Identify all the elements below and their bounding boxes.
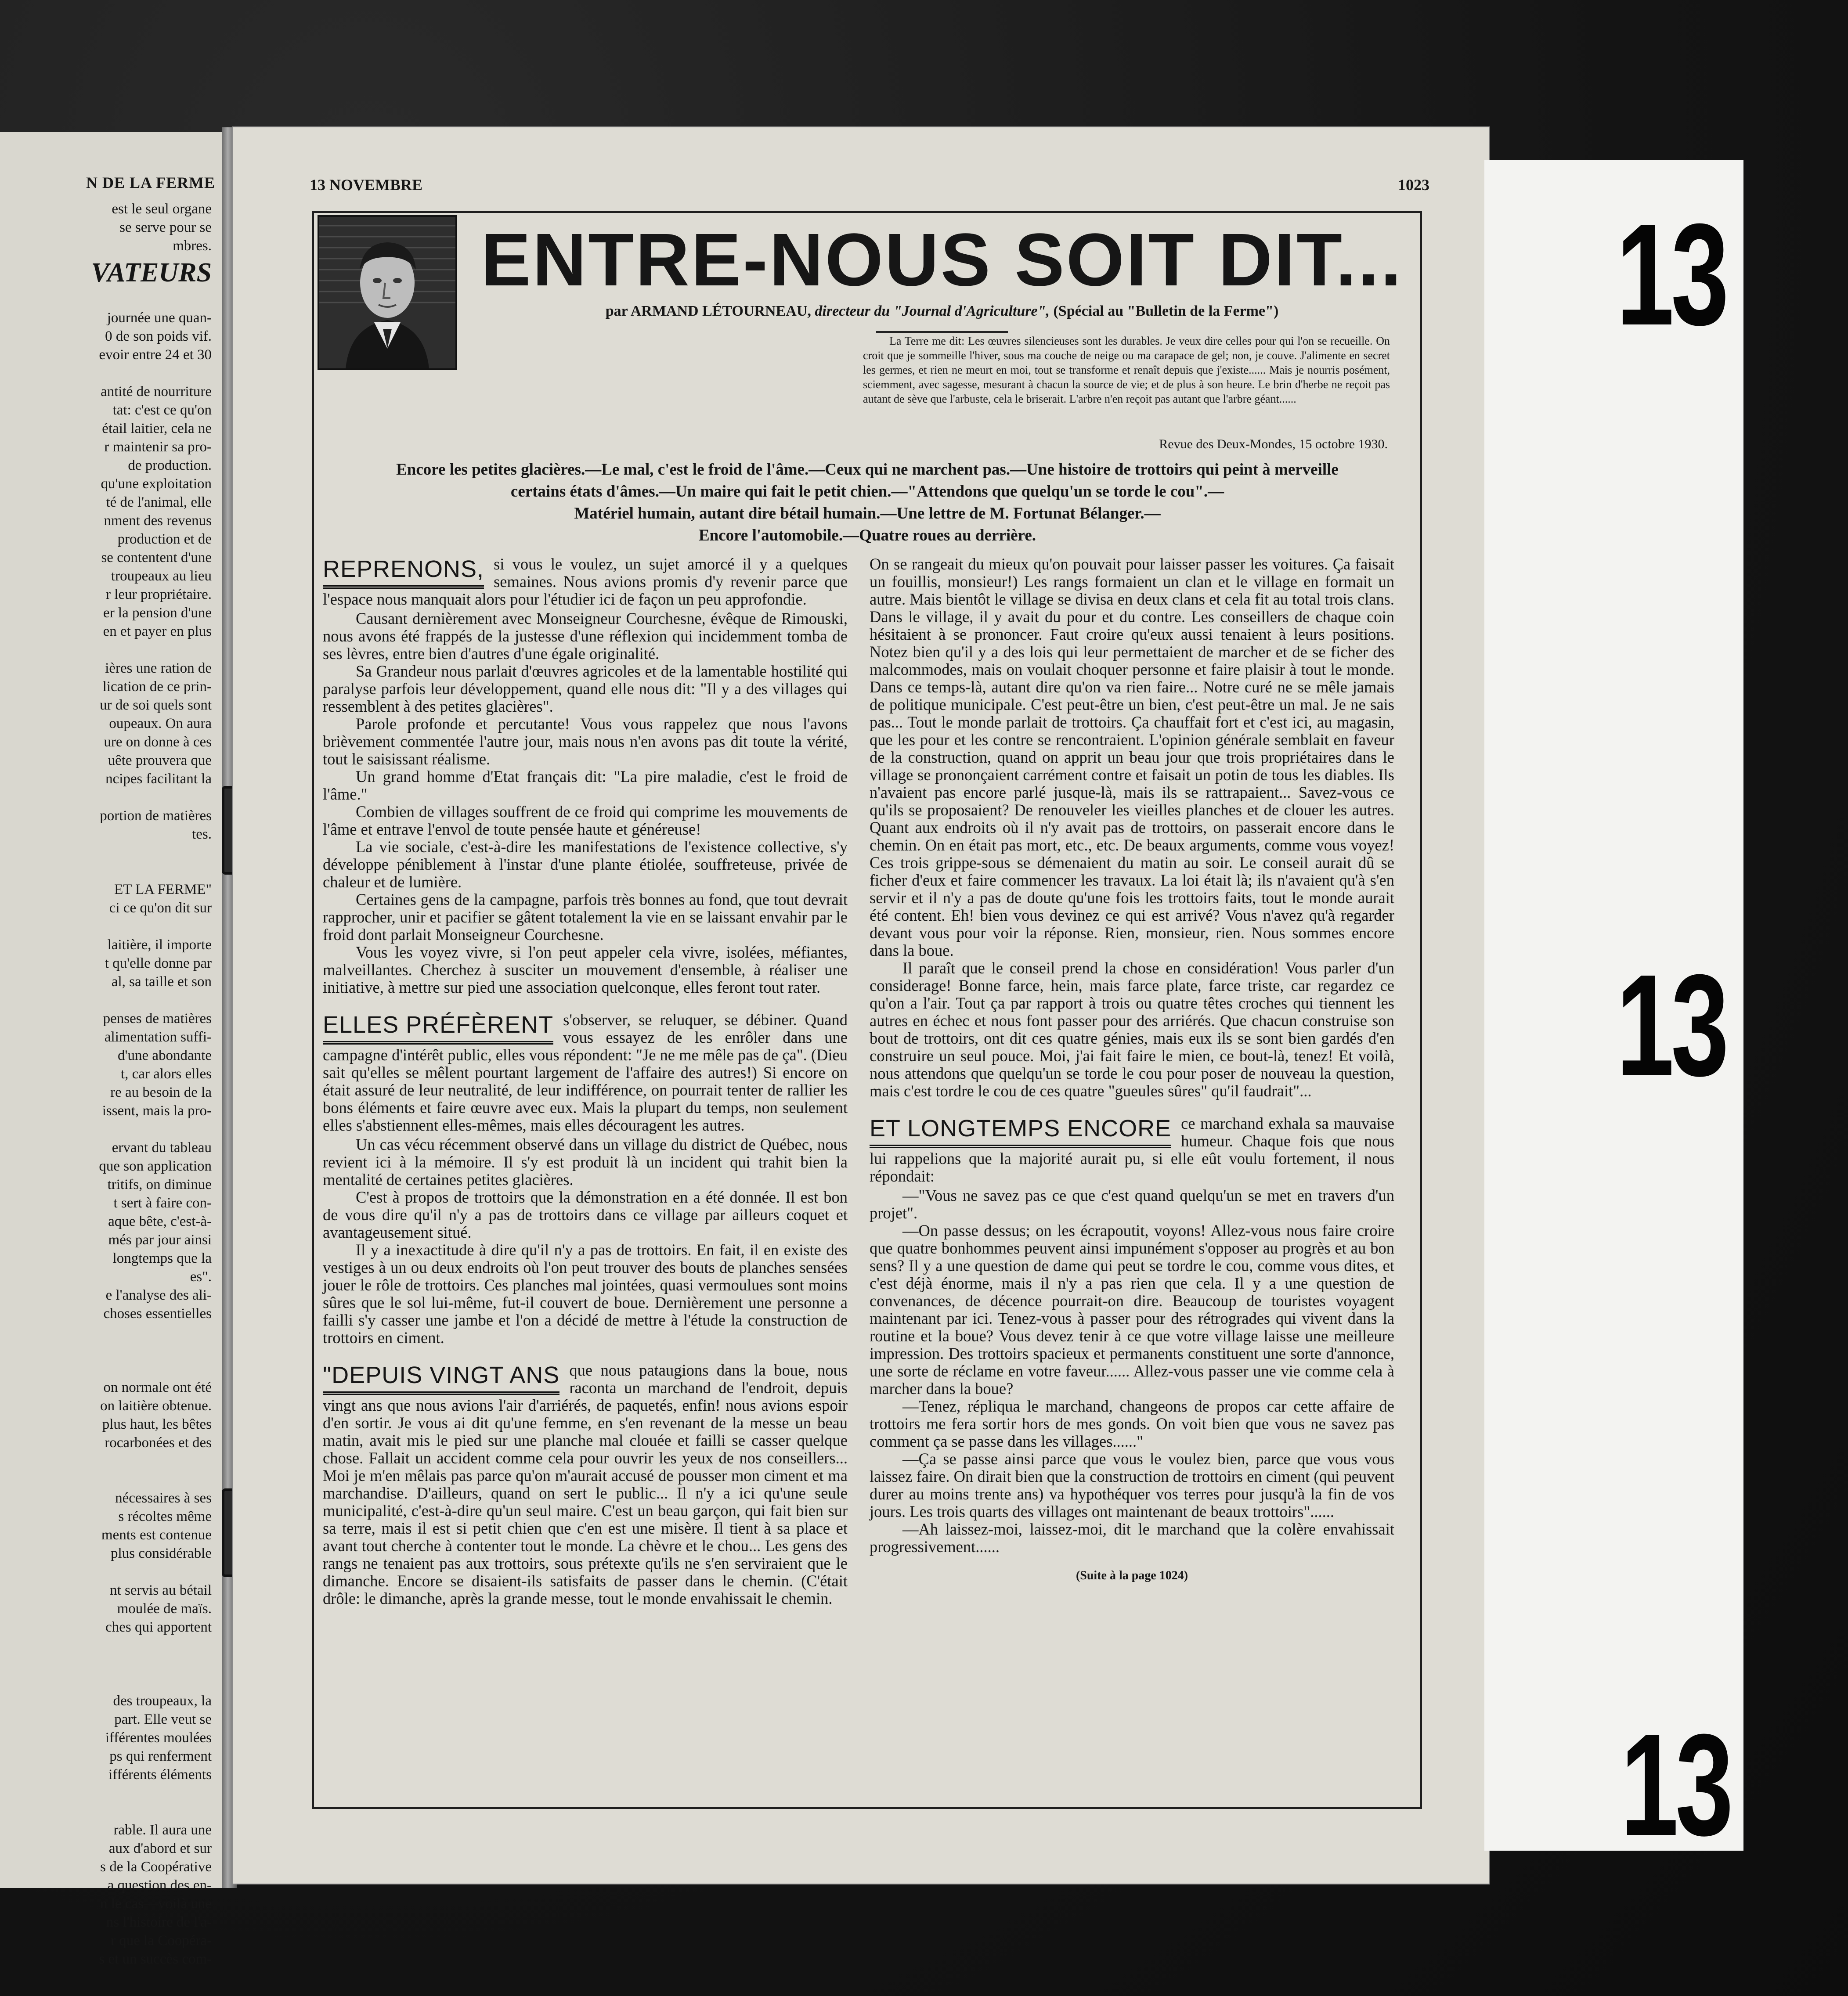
left-page-line [0, 1673, 212, 1692]
paragraph: Parole profonde et percutante! Vous vous rappelez que nous l'avons brièvement commentée l'autre jour, mais nous n'en avons pas dit toute la vérité, tout le saisissant réalisme. [323, 715, 848, 768]
epigraph-quote: La Terre me dit: Les œuvres silencieuses sont les durables. Je veux dire celles pour qui l'on se recueille. On croit que je sommeille l'hiver, sous ma couche de neige ou ma carapace de gel; non, je couve. J'alimente en secret les germes, et rien ne meurt en moi, tout se transforme et renaît depuis que j'existe...... Mais je nourris posément, sciemment, avec sagesse, mesurant à chacun la source de vie; et de plus à son heure. Le brin d'herbe ne reçoit pas autant de sève que l'arbuste, cela le briserait. L'arbre n'en reçoit pas autant que l'arbre géant...... [863, 335, 1390, 405]
target-number: 13 [1616, 193, 1726, 355]
left-page-line [0, 1120, 212, 1139]
left-page-line: ervant du tableau [112, 1140, 212, 1156]
left-page-line: ci ce qu'on dit sur [109, 900, 212, 916]
article-frame [312, 211, 1422, 1809]
byline-note: (Spécial au "Bulletin de la Ferme") [1053, 303, 1279, 319]
section-heading: ET LONGTEMPS ENCORE [870, 1115, 1171, 1148]
target-number: 13 [1616, 944, 1726, 1106]
left-column [323, 555, 848, 1609]
paragraph: Combien de villages souffrent de ce froid qui comprime les mouvements de l'âme et entrave l'envol de toute pensée haute et généreuse! [323, 803, 848, 838]
left-page-line: alimentation suffi- [104, 1029, 212, 1045]
left-page-line: nécessaires à ses [115, 1490, 212, 1506]
left-page-line: ET LA FERME" [114, 882, 212, 897]
left-page-line: VATEURS [91, 258, 212, 288]
paragraph: Sa Grandeur nous parlait d'œuvres agricoles et de la lamentable hostilité qui paralyse parfois leur développement, quand elle nous dit: "Il y a des villages qui ressemblent à des petites glacières". [323, 662, 848, 715]
summary-line: Encore l'automobile.—Quatre roues au derrière. [698, 526, 1036, 544]
left-page-line: r maintenir sa pro- [104, 439, 212, 455]
continued-note: (Suite à la page 1024) [1076, 1569, 1188, 1582]
byline [476, 303, 1408, 320]
section-et-longtemps-encore [870, 1115, 1394, 1185]
left-page-line: part. Elle veut se [114, 1711, 212, 1727]
left-page-line: plus considérable [110, 1546, 212, 1561]
left-page-line: r leur propriétaire. [106, 587, 212, 602]
target-number: 13 [1621, 1704, 1730, 1866]
left-page-line [0, 1452, 212, 1470]
left-page-line [0, 1802, 212, 1821]
paragraph: —"Vous ne savez pas ce que c'est quand quelqu'un se met en travers d'un projet". [870, 1186, 1394, 1222]
summary-line: Matériel humain, autant dire bétail humain.—Une lettre de M. Fortunat Bélanger.— [574, 504, 1161, 522]
epigraph-source: Revue des Deux-Mondes, 15 octobre 1930. [1159, 437, 1388, 451]
left-page-line: production et de [117, 531, 212, 547]
left-page-line: que son application [99, 1158, 212, 1174]
left-page-line [0, 641, 212, 659]
left-page-line [0, 862, 212, 880]
left-page-line: uête prouvera que [108, 753, 212, 768]
left-page-line: ps qui renferment [109, 1748, 212, 1764]
left-page-line: ure on donne à ces [104, 734, 212, 750]
left-page-line: étail laitier, cela ne [102, 421, 212, 436]
left-page-line [0, 1360, 212, 1378]
paragraph: —On passe dessus; on les écrapoutit, voyons! Allez-vous nous faire croire que quatre bonhommes peuvent ainsi impunément s'opposer au progrès et au bon sens? Il y a une question de dame qui peut se tordre le cou, comme vous dites, et c'est déjà énorme, mais il n'y a pas rien que cela. Il y a une question de convenances, de décence pourrait-on dire. Beaucoup de touristes voyagent maintenant par ici. Tenez-vous à passer pour des rétrogrades qui vivent dans la routine et la boue? Vous devez tenir à ce que votre village laisse une meilleure impression. Des trottoirs spacieux et permanents constituent une sorte d'annonce, une sorte de réclame en votre faveur...... Allez-vous passer une vie comme cela à marcher dans la boue? [870, 1221, 1394, 1398]
left-page-line: er la pension d'une [103, 605, 212, 621]
portrait-image [319, 217, 455, 368]
section-intro: s'observer, se reluquer, se débiner. Quand vous essayez de les enrôler dans une campagne d'intérêt public, elles vous répondent: "Je ne me mêle pas de ça". (Dieu sait qu'elles se mêlent pourtant largement de l'affaire des autres!) Si encore on était assuré de leur neutralité, de leur indifférence, on pourrait tenter de rallier les bons éléments et faire œuvre avec eux. Mais la plupart du temps, non seulement elles s'abstiennent elles-mêmes, mais elles découragent les autres. [323, 1011, 848, 1134]
left-partial-page [0, 132, 224, 1967]
left-page-line: s et un succès com- [99, 1951, 212, 1967]
paragraph: C'est à propos de trottoirs que la démonstration en a été donnée. Il est bon de vous dire qu'il n'y a pas de trottoirs dans ce village par ailleurs coquet et avantageusement situé. [323, 1188, 848, 1241]
left-page-line [0, 1784, 212, 1802]
left-page-line: des troupeaux, la [113, 1693, 212, 1709]
left-page-line: re au besoin de la [110, 1084, 212, 1100]
left-page-line: ncipes facilitant la [105, 771, 212, 787]
left-page-line: de production. [128, 458, 212, 473]
left-page-line: on normale ont été [103, 1380, 212, 1395]
left-page-line: issent, mais la pro- [102, 1103, 212, 1119]
left-page-line: troupeaux au lieu [111, 568, 212, 584]
paragraph: Certaines gens de la campagne, parfois très bonnes au fond, que tout devrait rapprocher, unir et pacifier se gâtent totalement la vie en se laissant envahir par le froid dont parlait Monseigneur Courchesne. [323, 890, 848, 944]
title-block [476, 213, 1408, 333]
paragraph: —Ça se passe ainsi parce que vous le voulez bien, parce que vous vous laissez faire. On dirait bien que la construction de trottoirs en ciment (qui peuvent durer au moins trente ans) va hypothéquer vos terres pour jusqu'à la fin de vos jours. Les trois quarts des villages ont maintenant de beaux trottoirs"...... [870, 1450, 1394, 1520]
left-page-line: nment des revenus [104, 513, 212, 529]
paragraph: La vie sociale, c'est-à-dire les manifestations de l'existence collective, s'y développe péniblement à l'instar d'une plante étiolée, souffreteuse, privée de chaleur et de lumière. [323, 838, 848, 891]
left-page-line: ifférentes moulées [105, 1730, 212, 1746]
left-page-line: tes. [192, 826, 212, 842]
byline-author: par ARMAND LÉTOURNEAU, [605, 303, 811, 319]
summary-line: certains états d'âmes.—Un maire qui fait le petit chien.—"Attendons que quelqu'un se torde le cou".— [510, 483, 1224, 501]
left-page-line [0, 364, 212, 382]
left-page-line: aux d'abord et sur [108, 1841, 212, 1856]
paragraph: —Tenez, répliqua le marchand, changeons de propos car cette affaire de trottoirs me fera sortir hors de mes gonds. On voit bien que vous ne savez pas comment ça se passe dans les villages......" [870, 1397, 1394, 1450]
left-page-line: portion de matières [100, 808, 212, 824]
page-header [310, 176, 1429, 198]
left-page-line: t, car alors elles [120, 1066, 212, 1082]
left-page-line: rocarbonées et des [105, 1435, 212, 1451]
left-page-line [0, 1636, 212, 1655]
left-page-line: d'une abondante [118, 1048, 212, 1063]
left-page-line [0, 1341, 212, 1360]
paragraph: Vous les voyez vivre, si l'on peut appeler cela vivre, isolées, méfiantes, malveillantes. Cherchez à susciter un mouvement d'ensemble, à réaliser une initiative, à mettre sur pied une association quelconque, elles feront tout rater. [323, 943, 848, 996]
left-page-line: tritifs, on diminue [107, 1177, 212, 1193]
left-page-line: on laitière obtenue. [100, 1398, 212, 1414]
section-heading: REPRENONS, [323, 555, 484, 589]
paragraph: Un cas vécu récemment observé dans un village du district de Québec, nous revient ici à la mémoire. Il s'y est produit là un incident qui trahit bien la mentalité de certaines petites glacières. [323, 1135, 848, 1189]
left-page-line: e l'analyse des ali- [105, 1287, 212, 1303]
left-page-line: tat: c'est ce qu'on [112, 402, 212, 418]
newspaper-page [233, 127, 1489, 1884]
article-title: ENTRE-NOUS SOIT DIT... [481, 218, 1403, 302]
left-page-line [0, 1323, 212, 1341]
left-page-line: ifférents éléments [108, 1767, 212, 1783]
section-heading: ELLES PRÉFÈRENT [323, 1011, 553, 1045]
left-page-line [0, 290, 212, 309]
summary-line: Encore les petites glacières.—Le mal, c'est le froid de l'âme.—Ceux qui ne marchent pas.—Une histoire de trottoirs qui peint à merveille [396, 461, 1339, 479]
left-page-line [0, 843, 212, 862]
paragraph: Causant dernièrement avec Monseigneur Courchesne, évêque de Rimouski, nous avons été frappés de la justesse d'une réflexion qui incidemment tomba de ses lèvres, entre bien d'autres d'une égale originalité. [323, 609, 848, 663]
left-page-line [0, 917, 212, 936]
left-page-text [0, 200, 212, 1968]
section-depuis-vingt-ans [323, 1362, 848, 1607]
right-column [870, 555, 1394, 1585]
paragraph: Il y a inexactitude à dire qu'il n'y a pas de trottoirs. En fait, il en existe des vestiges à un ou deux endroits où l'on peut trouver des bouts de planches sensées jouer le rôle de trottoirs. Ces planches mal jointées, quasi vermoulues sont moins sûres que le sol lui-même, fut-il couvert de boue. Dernièrement une personne a failli s'y casser une jambe et l'on a décidé de mettre à l'étude la construction de trottoirs en ciment. [323, 1241, 848, 1347]
left-page-line: est le seul organe [112, 201, 212, 217]
left-page-line: 0 de son poids vif. [105, 328, 212, 344]
left-page-line: evoir entre 24 et 30 [99, 347, 212, 363]
page-number: 1023 [1398, 176, 1429, 194]
left-page-line: més par jour ainsi [108, 1232, 212, 1248]
left-page-line: r que la Coopéra- [111, 1933, 212, 1949]
left-page-line: se serve pour se [119, 220, 212, 235]
paragraph: Un grand homme d'Etat français dit: "La pire maladie, c'est le froid de l'âme." [323, 767, 848, 803]
left-page-line: al, sa taille et son [111, 974, 212, 990]
section-intro: si vous le voulez, un sujet amorcé il y a quelques semaines. Nous avions promis d'y revenir parce que l'espace nous manquait alors pour l'étudier ici de façon un peu approfondie. [323, 555, 848, 608]
title-rule [876, 331, 1008, 333]
left-page-line: se contentent d'une [101, 550, 212, 566]
left-page-line: ns l'histoire de l'a- [106, 1914, 212, 1930]
paragraph: —Ah laissez-moi, laissez-moi, dit le marchand que la colère envahissait progressivement...... [870, 1520, 1394, 1556]
left-page-line: mbres. [173, 238, 212, 254]
left-page-line: en et payer en plus [103, 623, 212, 639]
page-date: 13 NOVEMBRE [310, 176, 423, 194]
left-page-line: a question des en- [107, 1877, 212, 1893]
left-page-line: plus haut, les bêtes [102, 1416, 212, 1432]
left-page-line: n le cas—voilà une [100, 1896, 212, 1912]
left-page-line: rable. Il aura une [113, 1822, 212, 1838]
left-page-line: t sert à faire con- [113, 1195, 212, 1211]
section-intro: ce marchand exhala sa mauvaise humeur. Chaque fois que nous lui rappelions que la majorité aurait pu, si elle eût voulu fortement, il nous répondait: [870, 1114, 1394, 1185]
section-elles-preferent [323, 1011, 848, 1134]
left-page-line: longtemps que la [112, 1250, 212, 1266]
left-page-line: nt servis au bétail [110, 1582, 212, 1598]
left-page-line: aque bête, c'est-à- [108, 1214, 212, 1229]
left-page-line [0, 1470, 212, 1489]
left-page-line: oupeaux. On aura [109, 716, 212, 731]
author-portrait [318, 215, 457, 370]
left-page-line: antité de nourriture [101, 384, 212, 400]
left-page-line [0, 1655, 212, 1673]
left-page-line [0, 788, 212, 807]
left-page-line: penses de matières [103, 1011, 212, 1027]
left-page-line: journée une quan- [107, 310, 212, 326]
section-intro: que nous pataugions dans la boue, nous raconta un marchand de l'endroit, depuis vingt ans que nous avions l'air d'arriérés, de paquetés, enfin! nous avions espoir d'en sortir. Je vous ai dit qu'une femme, en s'en revenant de la messe un beau matin, avait mis le pied sur une planche mal clouée et failli se casser quelque chose. Fallait un accident comme cela pour ouvrir les yeux de nos conseillers... Moi je m'en mêlais pas parce qu'on m'aurait accusé de pousser mon ciment et ma marchandise. D'ailleurs, quand on sert le public... Il n'y a ici qu'une seule municipalité, c'est-à-dire qu'un seul maire. C'est un beau garçon, qui fait bien sur sa terre, mais il est si petit chien que c'en est une misère. Il tient à sa place et avant tout cherche à contenter tout le monde. La chèvre et le chou... Les gens des rangs ne tenaient pas aux trottoirs, sous prétexte qu'ils ne s'en serviraient que le dimanche. Encore se disaient-ils satisfaits de passer dans le chemin. (C'était drôle: le dimanche, après la grande messe, tout le monde envahissait le chemin. [323, 1361, 848, 1607]
left-page-line: ments est contenue [101, 1527, 212, 1543]
left-page-line: s de la Coopérative [100, 1859, 212, 1875]
left-page-line: choses essentielles [103, 1306, 212, 1322]
left-page-line: ières une ration de [105, 660, 212, 676]
left-page-line: s récoltes même [118, 1509, 212, 1524]
left-page-line: moulée de maïs. [117, 1601, 212, 1617]
left-page-line [0, 991, 212, 1009]
article-summary [323, 459, 1412, 547]
left-page-line: laitière, il importe [107, 937, 212, 953]
section-reprenons [323, 555, 848, 608]
left-page-line: es". [190, 1269, 212, 1285]
paragraph: Il paraît que le conseil prend la chose en considération! Vous parler d'un considerage! Bonne farce, hein, mais farce plate, farce triste, car regardez ce qu'on a l'air. Tout ça par rapport à trois ou quatre têtes croches qui tiennent les autres en échec et nous font passer pour des arriérés. Que chacun construise son bout de trottoirs, ont dit ces quatre génies, mais eux ils se sont bien gardés d'en construire un seul pouce. Moi, j'ai fait faire le mien, ce bout-là, tenez! Et voilà, nous attendons que quelqu'un se torde le cou pour poser de nouveau la question, mais c'est tordre le cou de ces quatre "gueules sûres" qu'il faudrait"... [870, 959, 1394, 1100]
left-page-line: té de l'animal, elle [106, 494, 212, 510]
left-page-line: ur de soi quels sont [100, 697, 212, 713]
left-page-line: lication de ce prin- [102, 679, 212, 695]
left-page-line: ches qui apportent [105, 1619, 212, 1635]
paragraph: On se rangeait du mieux qu'on pouvait pour laisser passer les voitures. Ça faisait un fouillis, monsieur!) Les rangs formaient un clan et le village en formait un autre. Mais bientôt le village se divisa en deux clans et cela fit au total trois clans. Dans le village, il y avait du pour et du contre. Les conseillers de chaque coin hésitaient à se prononcer. Faut croire qu'eux aussi tenaient à leurs positions. Notez bien qu'il y a des lois qui leur permettaient de marcher et de se ficher des malcommodes, mais on voulait choquer personne et faire plaisir à tout le monde. Dans ce temps-là, autant dire qu'on va rien faire... Notre curé ne se mêle jamais de politique municipale. C'est peut-être un bien, c'est peut-être un mal. Je ne sais pas... Tout le monde parlait de trottoirs. Ça chauffait fort et c'est ici, au magasin, que les pour et les contre se rencontraient. L'opinion générale semblait en faveur de la construction, quand on apprit un beau jour que trois propriétaires dans le village se prononçaient carrément contre et faisait un potin de tous les diables. Ils n'avaient pas encore parlé jusque-là, mais ils se rattrapaient... Savez-vous ce qu'ils se proposaient? De renouveler les vieilles planches et de clouer les autres. Quant aux endroits où il n'y avait pas de trottoirs, on passerait encore dans le chemin. On en était pas mort, etc., etc. De beaux arguments, comme vous voyez! Ces trois grippe-sous se démenaient du matin au soir. Le conseil aurait dû se ficher d'eux et faire commencer les travaux. La loi était là; ils n'avaient qu'à s'en servir et il n'y a pas de doute qu'une fois les trottoirs faits, tout le monde aurait été content. Eh! bien vous devinez ce qui est arrivé? Vous n'avez qu'à regarder devant vous pour voir la réponse. Rien, monsieur, rien. Nous sommes encore dans la boue. [870, 555, 1394, 959]
left-page-line: qu'une exploitation [101, 476, 212, 492]
left-page-line [0, 1563, 212, 1581]
byline-role: directeur du "Journal d'Agriculture", [815, 303, 1050, 319]
left-page-line: t qu'elle donne par [105, 955, 212, 971]
left-page-header: N DE LA FERME [86, 174, 215, 191]
section-heading: "DEPUIS VINGT ANS [323, 1362, 559, 1395]
